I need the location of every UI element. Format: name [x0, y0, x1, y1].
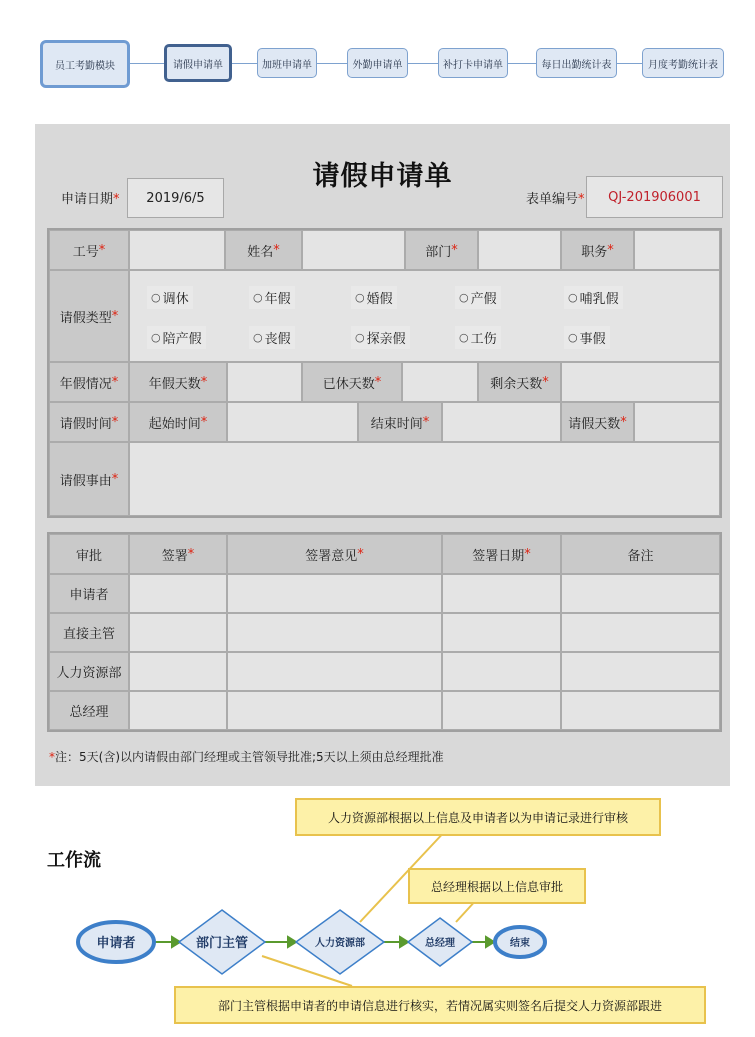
approver-hr: 人力资源部 — [49, 652, 129, 691]
nav-daily-stats[interactable]: 每日出勤统计表 — [536, 48, 617, 78]
end-time-input[interactable] — [442, 402, 561, 442]
leave-type-label: 请假类型 * — [49, 270, 129, 362]
radio-icon: ○ — [151, 291, 161, 304]
radio-icon: ○ — [459, 291, 469, 304]
used-days-input[interactable] — [402, 362, 478, 402]
nav-leave-request[interactable]: 请假申请单 — [164, 44, 232, 82]
radio-icon: ○ — [355, 291, 365, 304]
approval-cell[interactable] — [227, 574, 442, 613]
used-days-label: 已休天数 * — [302, 362, 402, 402]
node-dept-supervisor-label: 部门主管 — [195, 936, 249, 951]
leave-type-radio[interactable]: ○ 丧假 — [249, 326, 295, 349]
leave-info-grid — [47, 228, 722, 518]
annual-days-label: 年假天数 * — [129, 362, 227, 402]
sign-date-header: 签署日期 * — [442, 534, 561, 574]
remaining-days-input[interactable] — [561, 362, 720, 402]
leave-days-input[interactable] — [634, 402, 720, 442]
leave-type-radio[interactable]: ○ 婚假 — [351, 286, 397, 309]
radio-icon: ○ — [253, 291, 263, 304]
radio-icon: ○ — [253, 331, 263, 344]
approval-cell[interactable] — [442, 574, 561, 613]
nav-field-request[interactable]: 外勤申请单 — [347, 48, 408, 78]
approver-applicant: 申请者 — [49, 574, 129, 613]
leave-reason-label: 请假事由 * — [49, 442, 129, 516]
leave-type-radio[interactable]: ○ 陪产假 — [147, 326, 206, 349]
position-label: 职务 * — [561, 230, 634, 270]
leave-type-radio[interactable]: ○ 事假 — [564, 326, 610, 349]
approver-supervisor: 直接主管 — [49, 613, 129, 652]
approval-cell[interactable] — [561, 652, 720, 691]
nav-module-button[interactable]: 员工考勤模块 — [40, 40, 130, 88]
nav-connector — [232, 63, 257, 64]
department-input[interactable] — [478, 230, 561, 270]
approval-cell[interactable] — [129, 691, 227, 730]
nav-connector — [408, 63, 438, 64]
callout-dept: 部门主管根据申请者的申请信息进行核实，若情况属实则签名后提交人力资源部跟进 — [174, 986, 706, 1024]
approval-cell[interactable] — [227, 691, 442, 730]
end-time-label: 结束时间 * — [358, 402, 442, 442]
leave-time-label: 请假时间 * — [49, 402, 129, 442]
workflow-title: 工作流 — [47, 850, 101, 871]
nav-connector — [508, 63, 536, 64]
apply-date-label: 申请日期* — [61, 192, 120, 207]
form-no-field[interactable]: QJ-201906001 — [586, 176, 723, 218]
radio-icon: ○ — [355, 331, 365, 344]
annual-days-input[interactable] — [227, 362, 302, 402]
nav-overtime-request[interactable]: 加班申请单 — [257, 48, 317, 78]
approval-cell[interactable] — [129, 652, 227, 691]
leave-type-radio[interactable]: ○ 产假 — [455, 286, 501, 309]
approval-cell[interactable] — [129, 574, 227, 613]
approval-cell[interactable] — [442, 613, 561, 652]
approval-cell[interactable] — [561, 691, 720, 730]
callout-gm: 总经理根据以上信息审批 — [408, 868, 586, 904]
employee-id-input[interactable] — [129, 230, 225, 270]
position-input[interactable] — [634, 230, 720, 270]
callout-hr: 人力资源部根据以上信息及申请者以为申请记录进行审核 — [295, 798, 661, 836]
leave-reason-input[interactable] — [129, 442, 720, 516]
approval-cell[interactable] — [129, 613, 227, 652]
node-applicant-label: 申请者 — [96, 936, 136, 951]
nav-connector — [617, 63, 642, 64]
leave-days-label: 请假天数 * — [561, 402, 634, 442]
approval-grid — [47, 532, 722, 732]
form-title: 请假申请单 — [312, 161, 453, 192]
nav-monthly-stats[interactable]: 月度考勤统计表 — [642, 48, 724, 78]
node-end-label: 结束 — [510, 938, 530, 949]
approval-header: 审批 — [49, 534, 129, 574]
radio-icon: ○ — [568, 331, 578, 344]
approval-note: *注：5天(含)以内请假由部门经理或主管领导批准;5天以上须由总经理批准 — [49, 750, 444, 764]
form-no-label: 表单编号* — [526, 192, 585, 207]
leave-request-form — [35, 124, 730, 786]
remaining-days-label: 剩余天数 * — [478, 362, 561, 402]
radio-icon: ○ — [568, 291, 578, 304]
approval-cell[interactable] — [561, 574, 720, 613]
nav-connector — [317, 63, 347, 64]
approval-cell[interactable] — [442, 691, 561, 730]
employee-id-label: 工号 * — [49, 230, 129, 270]
leave-type-radio[interactable]: ○ 调休 — [147, 286, 193, 309]
radio-icon: ○ — [459, 331, 469, 344]
approval-cell[interactable] — [227, 652, 442, 691]
radio-icon: ○ — [151, 331, 161, 344]
leave-type-options — [129, 270, 720, 362]
signature-header: 签署 * — [129, 534, 227, 574]
node-hr-label: 人力资源部 — [315, 938, 365, 949]
department-label: 部门 * — [405, 230, 478, 270]
apply-date-field[interactable]: 2019/6/5 — [127, 178, 224, 218]
approver-gm: 总经理 — [49, 691, 129, 730]
name-input[interactable] — [302, 230, 405, 270]
approval-cell[interactable] — [561, 613, 720, 652]
start-time-input[interactable] — [227, 402, 358, 442]
node-gm-label: 总经理 — [425, 938, 455, 949]
leave-type-radio[interactable]: ○ 工伤 — [455, 326, 501, 349]
leave-type-radio[interactable]: ○ 年假 — [249, 286, 295, 309]
leave-type-radio[interactable]: ○ 哺乳假 — [564, 286, 623, 309]
approval-cell[interactable] — [442, 652, 561, 691]
start-time-label: 起始时间 * — [129, 402, 227, 442]
annual-leave-label: 年假情况 * — [49, 362, 129, 402]
approval-cell[interactable] — [227, 613, 442, 652]
nav-punch-request[interactable]: 补打卡申请单 — [438, 48, 508, 78]
remarks-header: 备注 — [561, 534, 720, 574]
opinion-header: 签署意见 * — [227, 534, 442, 574]
leave-type-radio[interactable]: ○ 探亲假 — [351, 326, 410, 349]
name-label: 姓名 * — [225, 230, 302, 270]
nav-connector — [130, 63, 164, 64]
